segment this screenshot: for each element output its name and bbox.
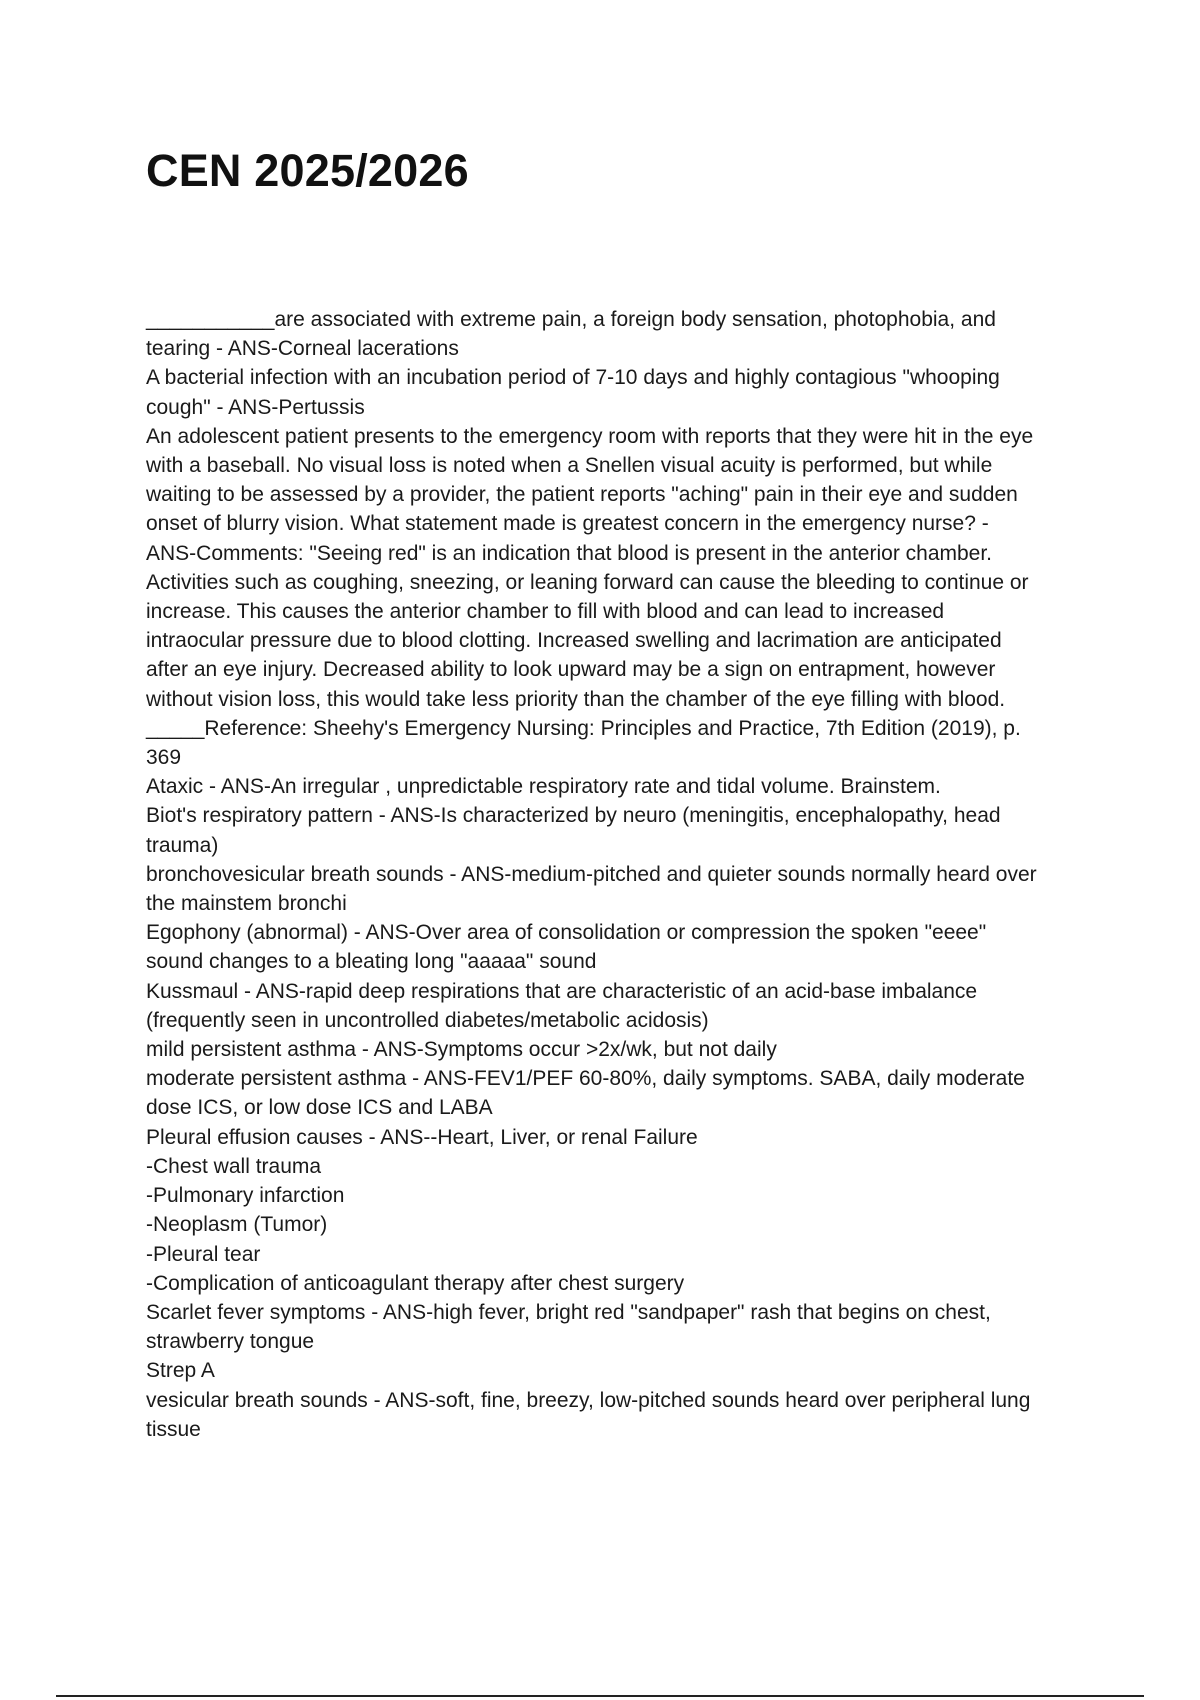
text-line: after an eye injury. Decreased ability to look upward may be a sign on entrapment, however xyxy=(146,658,996,682)
text-line: -Pulmonary infarction xyxy=(146,1184,345,1208)
text-line: cough" - ANS-Pertussis xyxy=(146,395,365,419)
text-line: -Complication of anticoagulant therapy after chest surgery xyxy=(146,1271,685,1295)
document-body xyxy=(146,305,1096,1444)
text-line: without vision loss, this would take less priority than the chamber of the eye filling with blood. xyxy=(146,687,1006,711)
text-line: Strep A xyxy=(146,1359,215,1383)
text-line: Scarlet fever symptoms - ANS-high fever, bright red "sandpaper" rash that begins on chest, xyxy=(146,1300,991,1324)
text-line: intraocular pressure due to blood clotting. Increased swelling and lacrimation are anticipated xyxy=(146,629,1002,653)
text-line: An adolescent patient presents to the emergency room with reports that they were hit in the eye xyxy=(146,424,1034,448)
text-line: strawberry tongue xyxy=(146,1330,315,1354)
text-line: onset of blurry vision. What statement made is greatest concern in the emergency nurse? - xyxy=(146,512,989,536)
text-line: vesicular breath sounds - ANS-soft, fine, breezy, low-pitched sounds heard over peripheral lung xyxy=(146,1388,1031,1412)
text-line: ANS-Comments: "Seeing red" is an indication that blood is present in the anterior chamber. xyxy=(146,541,993,565)
text-line: sound changes to a bleating long "aaaaa" sound xyxy=(146,950,597,974)
text-line: -Neoplasm (Tumor) xyxy=(146,1213,328,1237)
text-line: moderate persistent asthma - ANS-FEV1/PEF 60-80%, daily symptoms. SABA, daily moderate xyxy=(146,1067,1025,1091)
text-line: -Pleural tear xyxy=(146,1242,261,1266)
text-line: (frequently seen in uncontrolled diabetes/metabolic acidosis) xyxy=(146,1008,709,1032)
text-line: mild persistent asthma - ANS-Symptoms occur >2x/wk, but not daily xyxy=(146,1038,777,1062)
text-line: Activities such as coughing, sneezing, or leaning forward can cause the bleeding to continue or xyxy=(146,570,1029,594)
footer-divider xyxy=(56,1695,1144,1697)
text-line: Pleural effusion causes - ANS--Heart, Liver, or renal Failure xyxy=(146,1125,698,1149)
text-line: A bacterial infection with an incubation period of 7-10 days and highly contagious "whooping xyxy=(146,366,1000,390)
text-line: Kussmaul - ANS-rapid deep respirations that are characteristic of an acid-base imbalance xyxy=(146,979,978,1003)
text-line: the mainstem bronchi xyxy=(146,892,347,916)
text-line: Biot's respiratory pattern - ANS-Is characterized by neuro (meningitis, encephalopathy, head xyxy=(146,804,1001,828)
text-line: tearing - ANS-Corneal lacerations xyxy=(146,337,459,361)
document-title: CEN 2025/2026 xyxy=(146,145,469,196)
text-line: Egophony (abnormal) - ANS-Over area of consolidation or compression the spoken "eeee" xyxy=(146,921,987,945)
text-line: _____Reference: Sheehy's Emergency Nursing: Principles and Practice, 7th Edition (2019), p. xyxy=(146,716,1021,740)
text-line: Ataxic - ANS-An irregular , unpredictable respiratory rate and tidal volume. Brainstem. xyxy=(146,775,941,799)
text-line: increase. This causes the anterior chamber to fill with blood and can lead to increased xyxy=(146,600,945,624)
text-line: ___________are associated with extreme pain, a foreign body sensation, photophobia, and xyxy=(146,308,996,331)
text-line: 369 xyxy=(146,746,182,770)
text-line: with a baseball. No visual loss is noted when a Snellen visual acuity is performed, but while xyxy=(146,454,993,478)
text-line: tissue xyxy=(146,1417,201,1441)
text-line: waiting to be assessed by a provider, the patient reports "aching" pain in their eye and sudden xyxy=(146,483,1018,507)
text-line: -Chest wall trauma xyxy=(146,1154,322,1178)
text-line: dose ICS, or low dose ICS and LABA xyxy=(146,1096,493,1120)
text-line: trauma) xyxy=(146,833,219,857)
text-line: bronchovesicular breath sounds - ANS-medium-pitched and quieter sounds normally heard over xyxy=(146,862,1037,886)
